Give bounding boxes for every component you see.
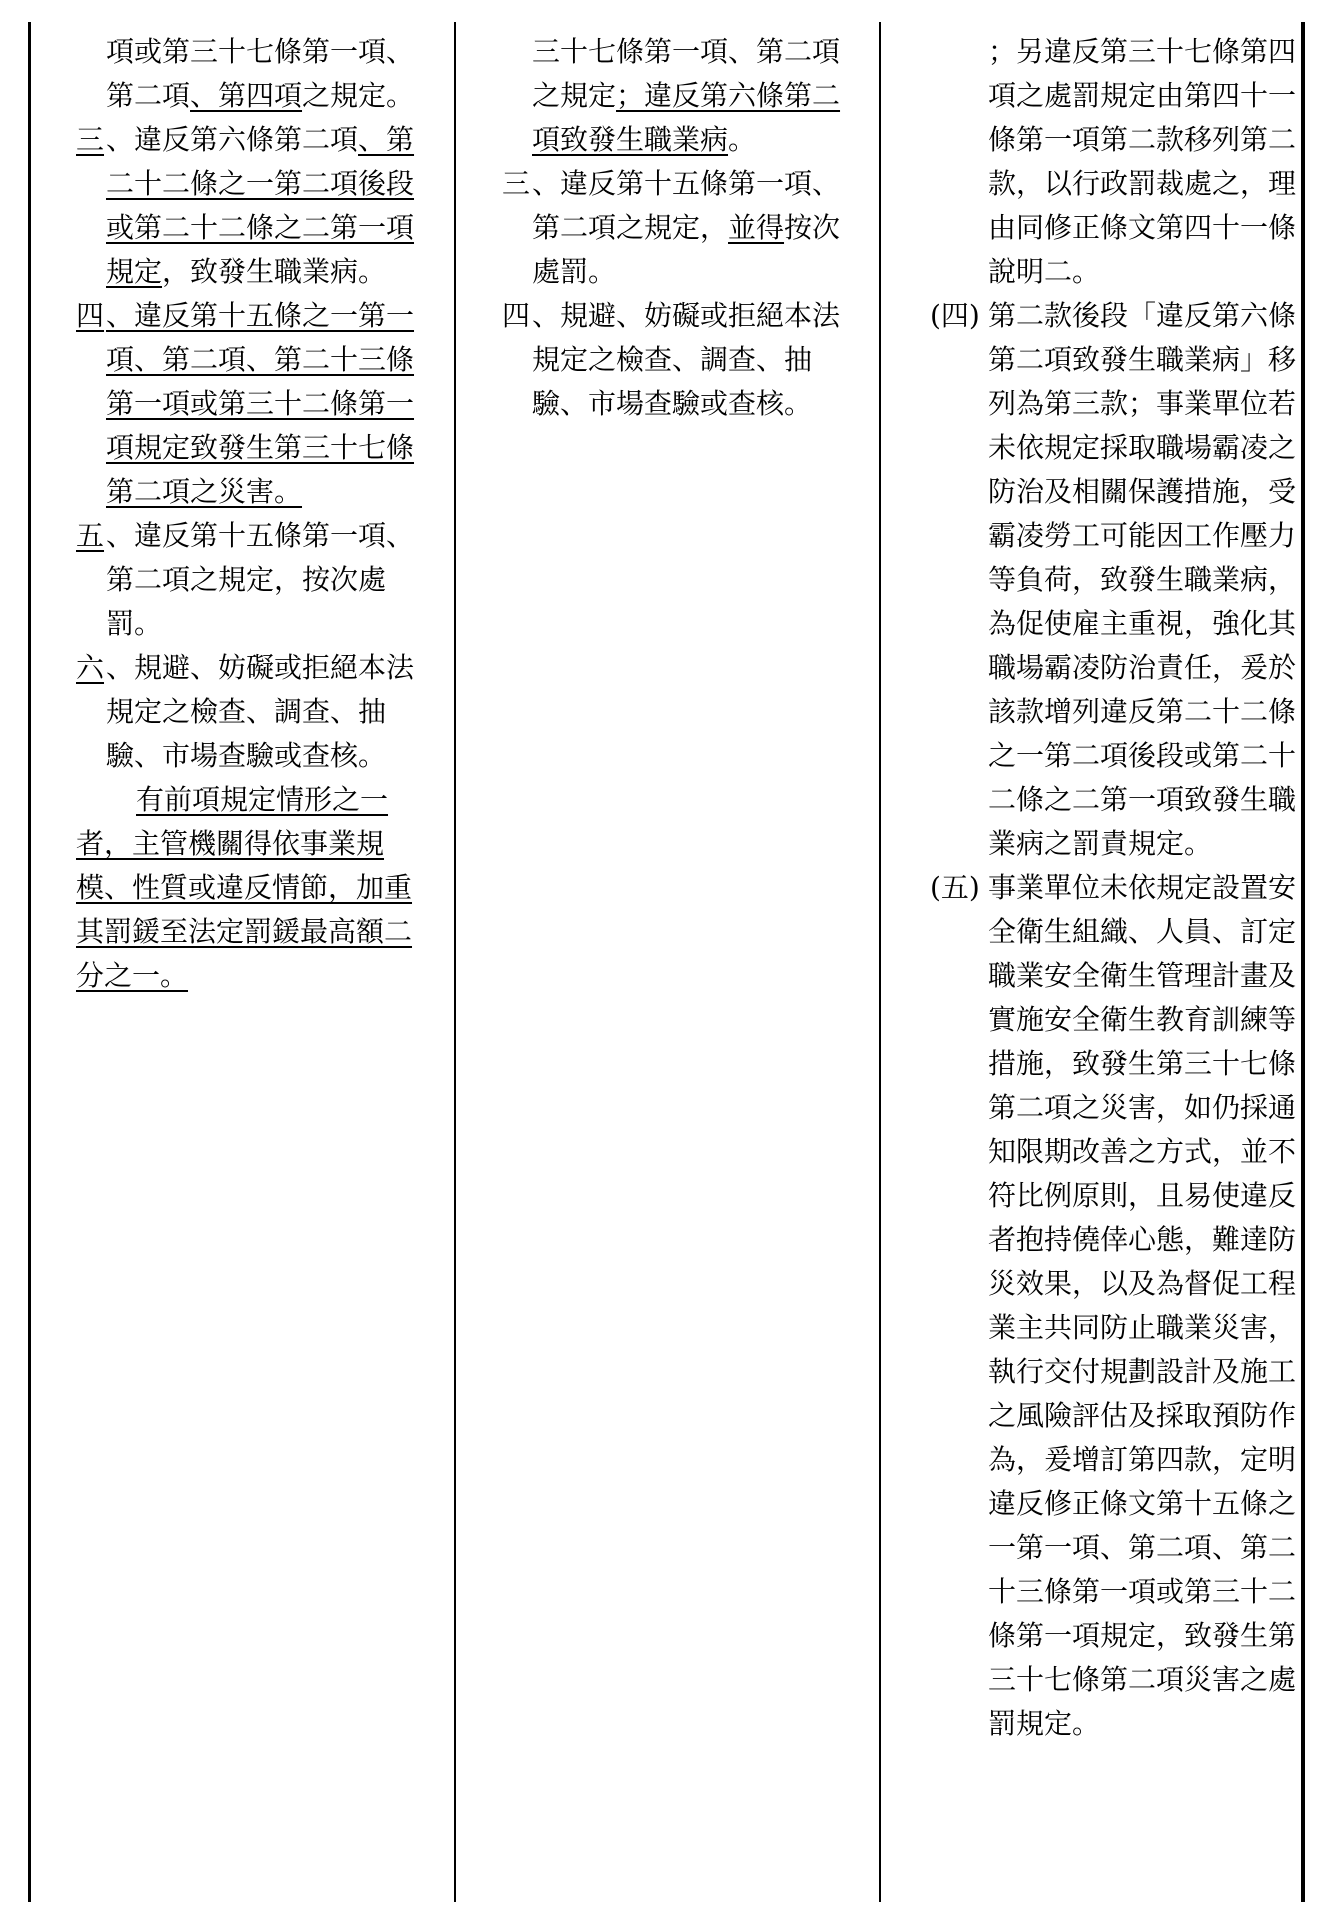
item-marker: 三 [502, 167, 531, 200]
item-seg: 、違反第六條第二項 [106, 123, 359, 156]
item-marker: (五) [930, 871, 980, 904]
item-seg-underlined: 、違反第十五條之一第一項、第二項、第二十三條第一項或第三十二條第一項規定致發生第三十七條第二項之災害。 [106, 299, 415, 508]
item-marker: 四 [76, 299, 105, 332]
item-seg: 、規避、妨礙或拒絕本法規定之檢查、調查、抽驗、市場查驗或查核。 [106, 651, 415, 772]
item-seg: 、違反第十五條第一項、第二項之規定， [532, 167, 841, 244]
amended-text-column [76, 30, 438, 998]
item-marker: 三 [76, 123, 105, 156]
explanation-intro-text: ；另違反第三十七條第四項之處罰規定由第四十一條第一項第二款移列第二款，以行政罰裁處之，理由同修正條文第四十一條說明二。 [988, 35, 1297, 288]
explanation-item-text: 第二款後段「違反第六條第二項致發生職業病」移列為第三款；事業單位若未依規定採取職場霸凌之防治及相關保護措施，受霸凌勞工可能因工作壓力等負荷，致發生職業病，為促使雇主重視，強化其職場霸凌防治責任，爰於該款增列違反第二十二條之一第二項後段或第二十二條之二第一項致發生職業病之罰責規定。 [988, 299, 1297, 860]
list-item-4 [76, 294, 438, 514]
column-divider-2 [879, 22, 881, 1902]
explanation-column [930, 30, 1297, 1746]
list-item-3 [502, 162, 864, 294]
intro-seg-underlined: ；違反第六條第二項致發生職業病 [532, 79, 841, 156]
item-marker: 四 [502, 299, 531, 332]
item-marker: 五 [76, 519, 105, 552]
explanation-item-text: 事業單位未依規定設置安全衛生組織、人員、訂定職業安全衛生管理計畫及實施安全衛生教育訓練等措施，致發生第三十七條第二項之災害，如仍採通知限期改善之方式，並不符比例原則，且易使違反者抱持僥倖心態，難達防災效果，以及為督促工程業主共同防止職業災害，執行交付規劃設計及施工之風險評估及採取預防作為，爰增訂第四款，定明違反修正條文第十五條之一第一項、第二項、第二十三條第一項或第三十二條第一項規定，致發生第三十七條第二項災害之處罰規定。 [988, 871, 1297, 1740]
intro-continuation [76, 30, 438, 118]
item-seg-underlined: 、第二十二條之一第二項後段或第二十二條之二第一項規定 [106, 123, 415, 288]
explanation-item-4 [930, 294, 1297, 866]
column-divider-1 [454, 22, 456, 1902]
intro-seg-underlined: 、第四項 [190, 79, 303, 112]
list-item-4 [502, 294, 864, 426]
explanation-intro [930, 30, 1297, 294]
intro-seg: 之規定。 [302, 79, 415, 112]
current-text-column [502, 30, 864, 426]
list-item-5 [76, 514, 438, 646]
item-marker: 六 [76, 651, 105, 684]
intro-seg: 項或第三十七條第一項、第二項 [106, 35, 415, 112]
left-border-line [28, 22, 31, 1902]
item-seg: 、違反第十五條第一項、第二項之規定，按次處罰。 [106, 519, 415, 640]
explanation-item-5 [930, 866, 1297, 1746]
item-seg: 、規避、妨礙或拒絕本法規定之檢查、調查、抽驗、市場查驗或查核。 [532, 299, 841, 420]
right-border-line [1301, 22, 1305, 1902]
intro-seg: 三十七條第一項、第二項之規定 [532, 35, 841, 112]
item-marker: (四) [930, 299, 980, 332]
list-item-6 [76, 646, 438, 778]
added-paragraph-text: 有前項規定情形之一者，主管機關得依事業規模、性質或違反情節，加重其罰鍰至法定罰鍰最高額二分之一。 [76, 783, 413, 992]
intro-seg: 。 [728, 123, 757, 156]
item-seg-underlined: 並得 [728, 211, 785, 244]
item-seg: ，致發生職業病。 [162, 255, 387, 288]
list-item-3 [76, 118, 438, 294]
item-seg: 按次處罰。 [532, 211, 841, 288]
added-paragraph [76, 778, 438, 998]
intro-continuation [502, 30, 864, 162]
